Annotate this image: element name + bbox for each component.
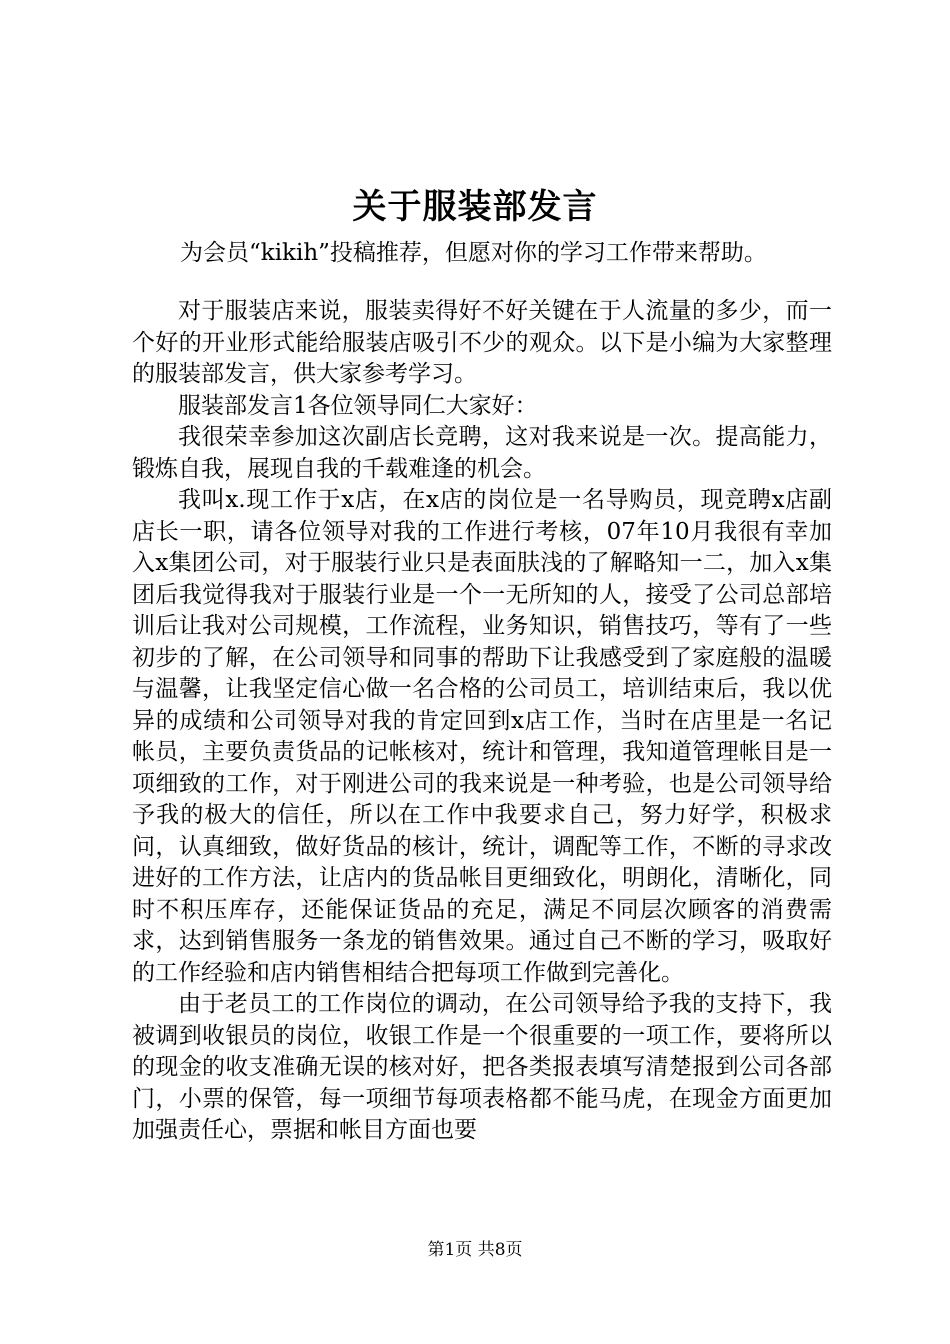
paragraph: 服装部发言1各位领导同仁大家好： bbox=[178, 392, 538, 419]
page-footer: 第1页 共8页 bbox=[427, 1240, 523, 1260]
document-title: 关于服装部发言 bbox=[352, 187, 598, 227]
paragraph: 我叫x.现工作于x店，在x店的岗位是一名导购员，现竞聘x店副店长一职，请各位领导对我的工作进行考核，07年10月我很有幸加入x集团公司，对于服装行业只是表面肤浅的了解略知一二，加入x集团后我觉得我对于服装行业是一个一无所知的人，接受了公司总部培训后让我对公司规模，工作流程，业务知识，销售技巧，等有了一些初步的了解，在公司领导和同事的帮助下让我感受到了家庭般的温暖与温馨，让我坚定信心做一名合格的公司员工，培训结束后，我以优异的成绩和公司领导对我的肯定回到x店工作，当时在店里是一名记帐员，主要负责货品的记帐核对，统计和管理，我知道管理帐目是一项细致的工作，对于刚进公司的我来说是一种考验，也是公司领导给予我的极大的信任，所以在工作中我要求自己，努力好学，积极求问，认真细致，做好货品的核计，统计，调配等工作，不断的寻求改进好的工作方法，让店内的货品帐目更细致化，明朗化，清晰化，同时不积压库存，还能保证货品的充足，满足不同层次顾客的消费需求，达到销售服务一条龙的销售效果。通过自己不断的学习，吸取好的工作经验和店内销售相结合把每项工作做到完善化。 bbox=[132, 487, 832, 986]
document-body bbox=[132, 296, 832, 1147]
intro-line: 为会员“kikih”投稿推荐，但愿对你的学习工作带来帮助。 bbox=[180, 240, 767, 266]
paragraph: 由于老员工的工作岗位的调动，在公司领导给予我的支持下，我被调到收银员的岗位，收银工作是一个很重要的一项工作，要将所以的现金的收支准确无误的核对好，把各类报表填写清楚报到公司各部门，小票的保管，每一项细节每项表格都不能马虎，在现金方面更加加强责任心，票据和帐目方面也要 bbox=[132, 991, 832, 1143]
paragraph: 对于服装店来说，服装卖得好不好关键在于人流量的多少，而一个好的开业形式能给服装店吸引不少的观众。以下是小编为大家整理的服装部发言，供大家参考学习。 bbox=[132, 298, 832, 387]
paragraph: 我很荣幸参加这次副店长竞聘，这对我来说是一次。提高能力，锻炼自我，展现自我的千载难逢的机会。 bbox=[132, 424, 832, 482]
